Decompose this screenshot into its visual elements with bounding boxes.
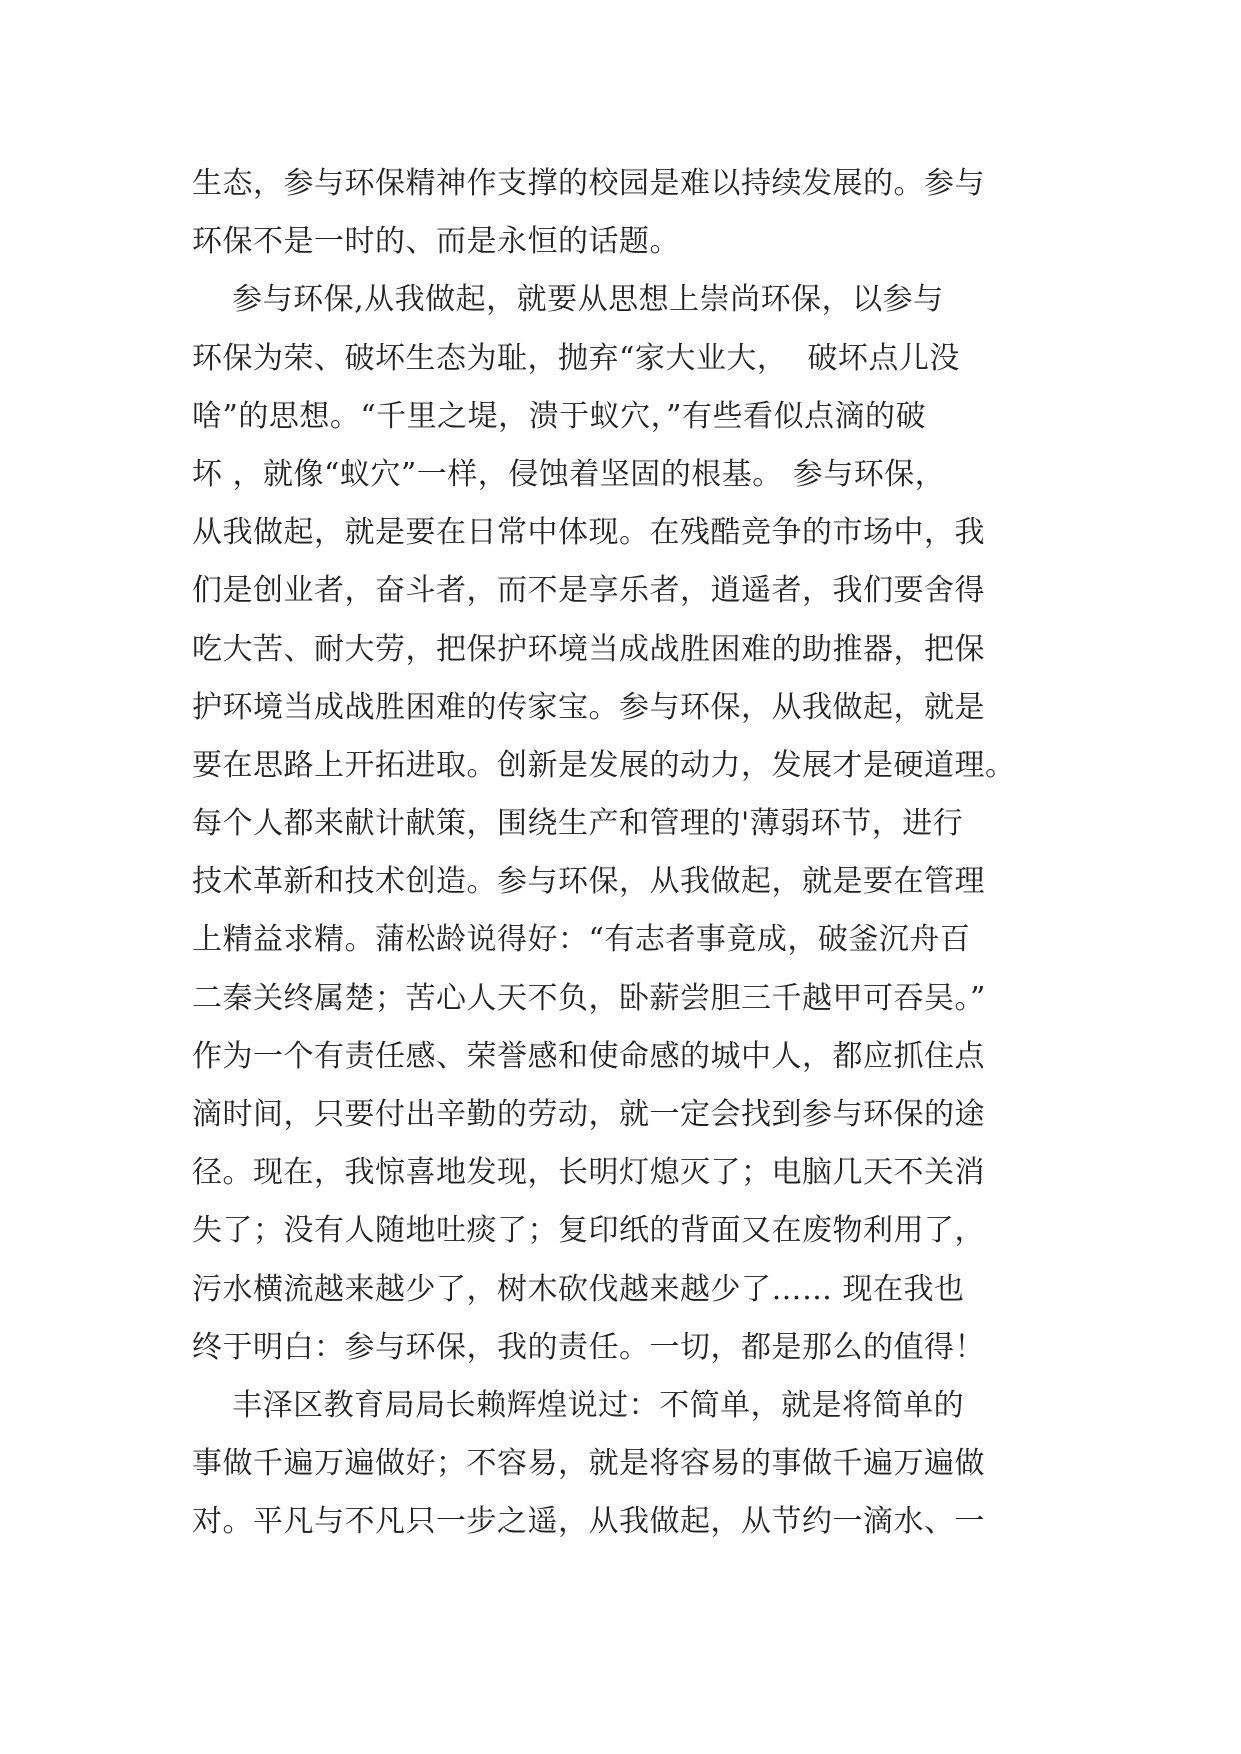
text-line: 从我做起，就是要在日常中体现。在残酷竞争的市场中，我	[192, 515, 985, 551]
text-line: 作为一个有责任感、荣誉感和使命感的城中人，都应抓住点	[192, 1038, 985, 1074]
text-line: 要在思路上开拓进取。创新是发展的动力，发展才是硬道理。	[192, 747, 1016, 783]
text-line: 终于明白：参与环保，我的责任。一切，都是那么的值得！	[192, 1329, 985, 1365]
text-line: 啥”的思想。“千里之堤，溃于蚁穴，”有些看似点滴的破	[192, 398, 927, 434]
text-line: 滴时间，只要付出辛勤的劳动，就一定会找到参与环保的途	[192, 1097, 985, 1132]
text-line: 护环境当成战胜困难的传家宝。参与环保，从我做起，就是	[192, 689, 985, 725]
text-line: 环保不是一时的、而是永恒的话题。	[192, 224, 680, 260]
text-line: 径。现在，我惊喜地发现，长明灯熄灭了；电脑几天不关消	[192, 1155, 985, 1191]
text-line: 们是创业者，奋斗者，而不是享乐者，逍遥者，我们要舍得	[192, 573, 985, 609]
text-line: 吃大苦、耐大劳，把保护环境当成战胜困难的助推器，把保	[192, 631, 985, 667]
text-line: 丰泽区教育局局长赖辉煌说过：不简单，就是将简单的	[192, 1387, 965, 1423]
text-line: 每个人都来献计献策，围绕生产和管理的'薄弱环节，进行	[192, 806, 964, 842]
text-line: 上精益求精。蒲松龄说得好：“有志者事竟成，破釜沉舟百	[192, 922, 971, 958]
text-line: 二秦关终属楚；苦心人天不负，卧薪尝胆三千越甲可吞吴。”	[192, 980, 986, 1016]
text-line: 对。平凡与不凡只一步之遥，从我做起，从节约一滴水、一	[192, 1504, 985, 1540]
body-text	[192, 155, 1060, 1552]
text-line: 技术革新和技术创造。参与环保，从我做起，就是要在管理	[192, 864, 985, 900]
text-line: 坏 ，就像“蚁穴”一样，侵蚀着坚固的根基。 参与环保，	[192, 456, 946, 492]
text-line: 环保为荣、破坏生态为耻，抛弃“家大业大， 破坏点儿没	[192, 340, 960, 376]
text-line: 事做千遍万遍做好；不容易，就是将容易的事做千遍万遍做	[192, 1446, 985, 1482]
text-line: 参与环保,从我做起，就要从思想上崇尚环保，以参与	[192, 282, 944, 318]
text-line: 生态，参与环保精神作支撑的校园是难以持续发展的。参与	[192, 166, 985, 201]
text-line: 失了；没有人随地吐痰了；复印纸的背面又在废物利用了，	[192, 1213, 985, 1249]
text-line: 污水横流越来越少了，树木砍伐越来越少了…… 现在我也	[192, 1271, 965, 1307]
